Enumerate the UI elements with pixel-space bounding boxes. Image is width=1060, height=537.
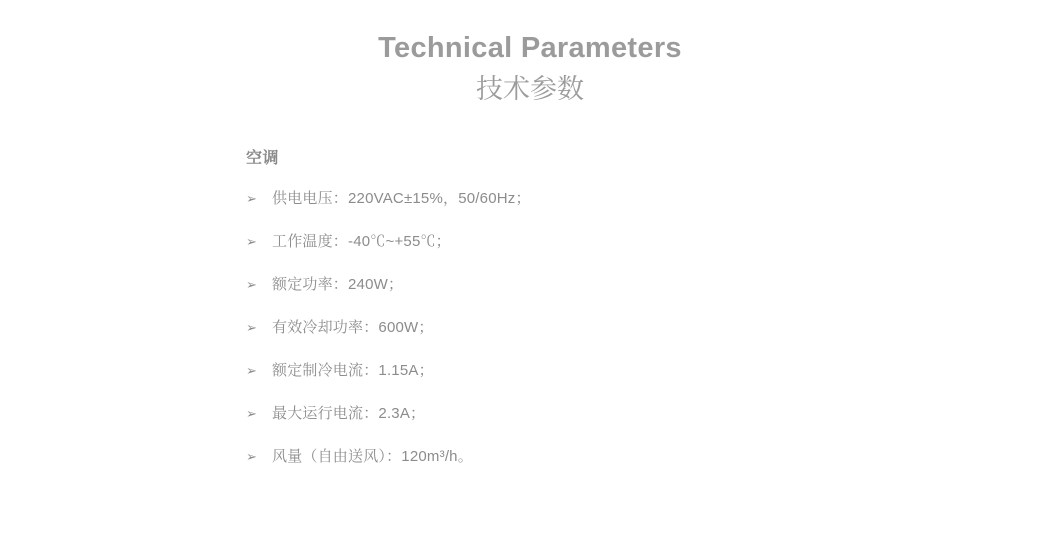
list-item-text: 额定功率：240W；	[272, 276, 404, 294]
list-item	[246, 448, 1020, 466]
page-title-english: Technical Parameters	[378, 32, 682, 64]
arrow-bullet-icon: ➢	[246, 277, 257, 293]
arrow-bullet-icon: ➢	[246, 234, 257, 250]
arrow-bullet-icon: ➢	[246, 363, 257, 379]
list-item-text: 供电电压：220VAC±15%，50/60Hz；	[272, 190, 531, 208]
list-item	[246, 190, 1020, 208]
list-item	[246, 319, 1020, 337]
specification-content	[0, 145, 1060, 466]
list-item-text: 风量（自由送风）：120m³/h。	[272, 448, 473, 466]
list-item	[246, 276, 1020, 294]
arrow-bullet-icon: ➢	[246, 449, 257, 465]
list-item-text: 有效冷却功率：600W；	[272, 319, 434, 337]
arrow-bullet-icon: ➢	[246, 191, 257, 207]
list-item-text: 额定制冷电流：1.15A；	[272, 362, 434, 380]
list-item	[246, 233, 1020, 251]
list-item	[246, 405, 1020, 423]
page-title-block	[0, 0, 1060, 107]
section-heading-air-conditioner: 空调	[246, 150, 280, 168]
page-title-chinese: 技术参数	[476, 74, 584, 105]
arrow-bullet-icon: ➢	[246, 406, 257, 422]
specification-list	[246, 190, 1020, 466]
arrow-bullet-icon: ➢	[246, 320, 257, 336]
list-item-text: 工作温度：-40℃~+55℃；	[272, 233, 451, 251]
list-item-text: 最大运行电流：2.3A；	[272, 405, 426, 423]
list-item	[246, 362, 1020, 380]
